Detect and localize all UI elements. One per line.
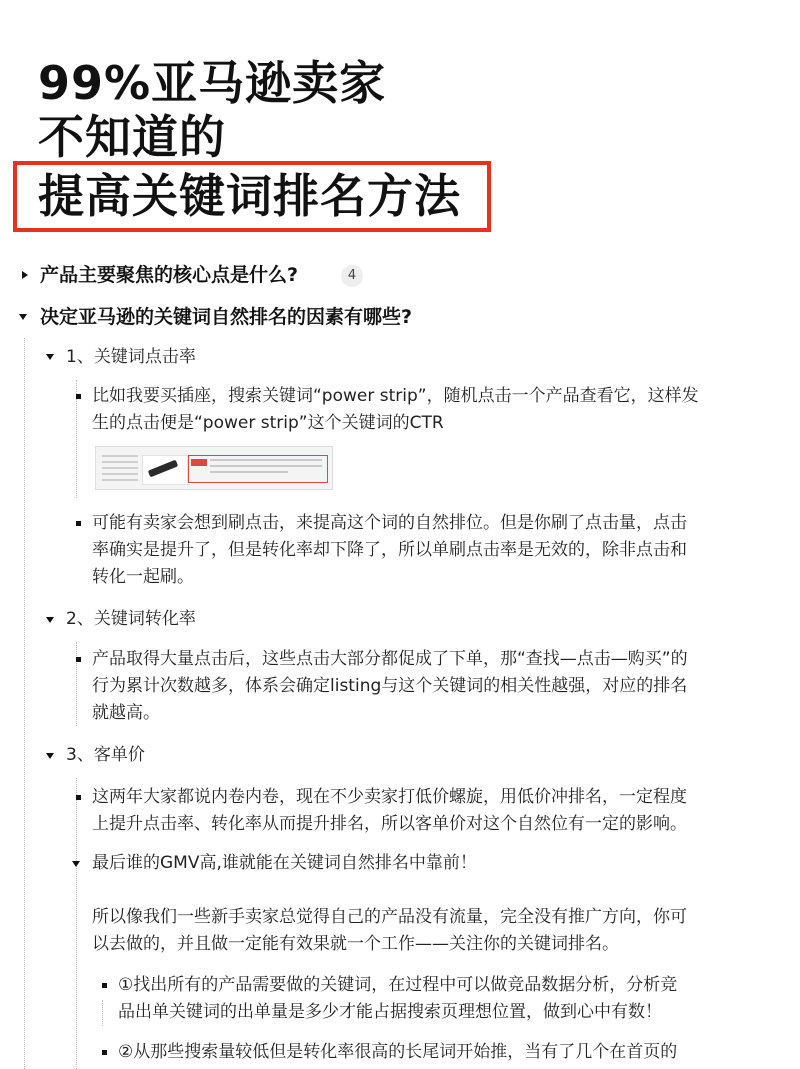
child-count-badge: 4 [341, 265, 363, 287]
sub-bullet-1-line-2: 品出单关键词的出单量是多少才能占据搜索页理想位置，做到心中有数！ [118, 1002, 662, 1022]
sub-bullet-1-line-1: ①找出所有的产品需要做的关键词，在过程中可以做竞品数据分析，分析竞 [118, 975, 678, 995]
indent-guide [76, 778, 77, 1069]
bullet-1-2-line-2: 率确实是提升了，但是转化率却下降了，所以单刷点击率是无效的，除非点击和 [92, 540, 687, 560]
expand-down-icon[interactable] [46, 617, 54, 623]
expand-down-icon[interactable] [46, 354, 54, 360]
expand-down-icon[interactable] [72, 861, 80, 867]
bullet-1-1-line-1: 比如我要买插座，搜索关键词“power strip”，随机点击一个产品查看它，这样发 [92, 386, 699, 406]
section-heading-1[interactable]: 1、关键词点击率 [66, 347, 196, 367]
bullet-icon [76, 795, 81, 800]
bullet-icon [76, 521, 81, 526]
expand-down-icon[interactable] [46, 753, 54, 759]
bullet-icon [76, 394, 81, 399]
bullet-icon [76, 657, 81, 662]
product-screenshot-image[interactable] [95, 446, 333, 490]
section-heading-2[interactable]: 2、关键词转化率 [66, 609, 196, 629]
indent-guide [102, 1000, 103, 1026]
collapse-right-icon[interactable] [22, 271, 28, 279]
indent-guide [24, 338, 25, 1069]
bullet-3-1-line-1: 这两年大家都说内卷内卷，现在不少卖家打低价螺旋，用低价冲排名，一定程度 [92, 787, 687, 807]
bullet-2-1-line-3: 就越高。 [92, 703, 160, 723]
bullet-3-1-line-2: 上提升点击率、转化率从而提升排名，所以客单价对这个自然位有一定的影响。 [92, 814, 687, 834]
bullet-1-2-line-3: 转化一起刷。 [92, 567, 194, 587]
page-title [38, 56, 386, 164]
sub-bullet-2-line-1: ②从那些搜索量较低但是转化率很高的长尾词开始推，当有了几个在首页的 [118, 1042, 678, 1062]
bullet-1-1-line-2: 生的点击便是“power strip”这个关键词的CTR [92, 413, 444, 433]
paragraph-line-1: 所以像我们一些新手卖家总觉得自己的产品没有流量，完全没有推广方向，你可 [92, 907, 687, 927]
expand-down-icon[interactable] [19, 314, 27, 320]
title-line-3: 提高关键词排名方法 [38, 169, 461, 223]
bullet-1-2-line-1: 可能有卖家会想到刷点击，来提高这个词的自然排位。但是你刷了点击量，点击 [92, 513, 687, 533]
indent-guide [76, 642, 77, 726]
section-heading-3[interactable]: 3、客单价 [66, 745, 145, 765]
bullet-icon [102, 1050, 107, 1055]
toc-heading-q2[interactable]: 决定亚马逊的关键词自然排名的因素有哪些? [40, 306, 413, 328]
bullet-3-2-heading[interactable]: 最后谁的GMV高,谁就能在关键词自然排名中靠前！ [92, 853, 477, 873]
title-line-2: 不知道的 [38, 110, 226, 164]
bullet-icon [102, 983, 107, 988]
bullet-2-1-line-1: 产品取得大量点击后，这些点击大部分都促成了下单，那“查找—点击—购买”的 [92, 649, 688, 669]
toc-heading-q1[interactable]: 产品主要聚焦的核心点是什么? [40, 264, 299, 286]
bullet-2-1-line-2: 行为累计次数越多，体系会确定listing与这个关键词的相关性越强，对应的排名 [92, 676, 688, 696]
title-line-1: 99%亚马逊卖家 [38, 56, 387, 110]
paragraph-line-2: 以去做的，并且做一定能有效果就一个工作——关注你的关键词排名。 [92, 934, 619, 954]
